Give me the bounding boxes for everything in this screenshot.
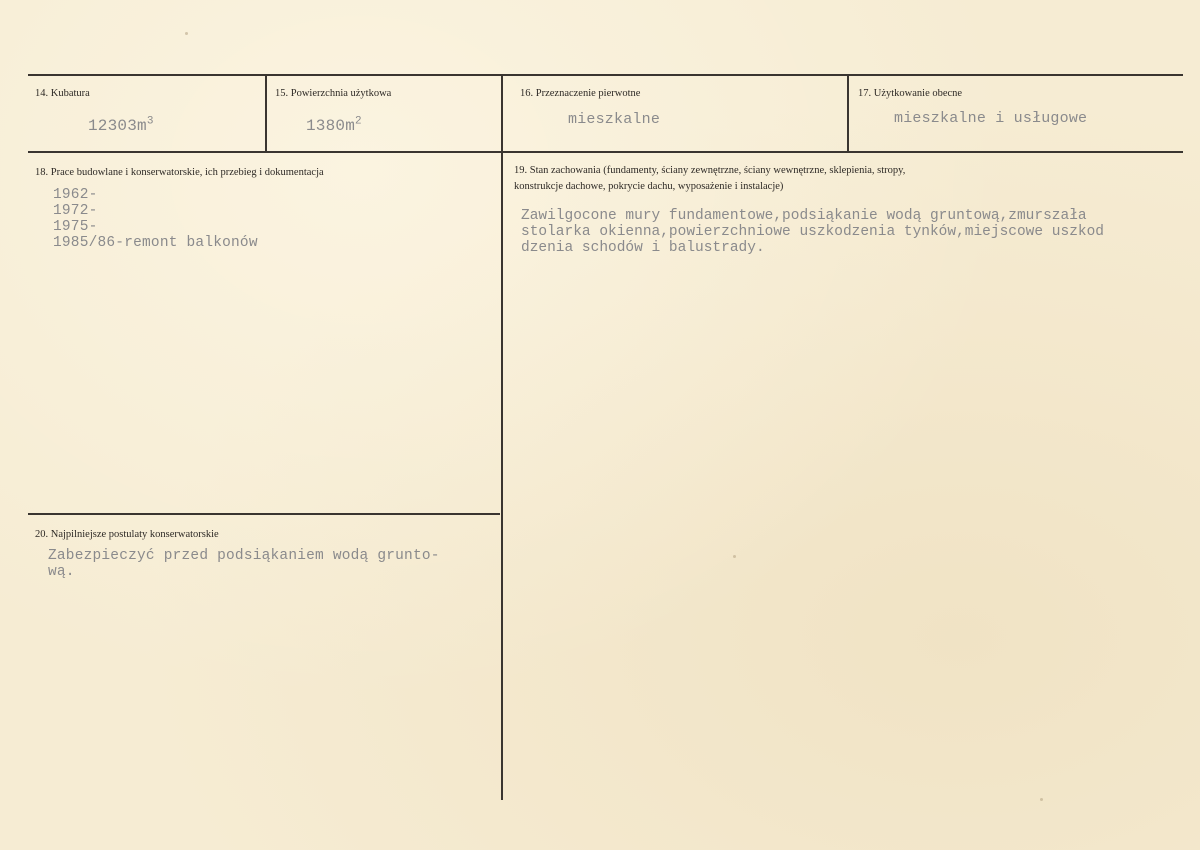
field-18-entry: 1985/86-remont balkonów — [53, 235, 258, 251]
field-17-label: 17. Użytkowanie obecne — [858, 88, 963, 99]
divider-15-16 — [501, 76, 503, 800]
field-20-line: Zabezpieczyć przed podsiąkaniem wodą grunto- — [48, 548, 440, 564]
paper-speck — [1040, 798, 1043, 801]
field-14-label: 14. Kubatura — [35, 88, 90, 99]
field-20-top-rule — [28, 513, 500, 515]
field-19-description — [521, 208, 1104, 256]
field-15-exponent: 2 — [355, 115, 362, 128]
field-20-label: 20. Najpilniejsze postulaty konserwatorskie — [35, 529, 219, 540]
field-18-entry: 1975- — [53, 219, 98, 235]
field-19-label-line-2: konstrukcje dachowe, pokrycie dachu, wyposażenie i instalacje) — [514, 181, 784, 192]
paper-speck — [185, 32, 188, 35]
field-20-postulates — [48, 548, 440, 580]
top-rule — [28, 74, 1183, 76]
field-15-label: 15. Powierzchnia użytkowa — [275, 88, 392, 99]
divider-16-17 — [847, 76, 849, 152]
field-19-line: stolarka okienna,powierzchniowe uszkodzenia tynków,miejscowe uszkod — [521, 224, 1104, 240]
field-14-value: $12303m^3$ — [88, 115, 154, 135]
field-18-entries — [53, 187, 258, 251]
field-17-value: mieszkalne i usługowe — [894, 110, 1088, 127]
field-19-line: Zawilgocone mury fundamentowe,podsiąkanie wodą gruntową,zmurszała — [521, 208, 1087, 224]
field-14-exponent: 3 — [146, 115, 154, 128]
field-15-value: $1380m^2$ — [306, 115, 362, 135]
field-19-label-line-1: 19. Stan zachowania (fundamenty, ściany zewnętrzne, ściany wewnętrzne, sklepienia, stropy, — [514, 165, 906, 176]
row1-bottom-rule — [28, 151, 1183, 153]
field-16-label: 16. Przeznaczenie pierwotne — [520, 88, 641, 99]
field-18-entry: 1972- — [53, 203, 98, 219]
field-16-value: mieszkalne — [568, 111, 661, 128]
paper-speck — [733, 555, 736, 558]
field-18-entry: 1962- — [53, 187, 98, 203]
field-20-line: wą. — [48, 564, 75, 580]
field-19-line: dzenia schodów i balustrady. — [521, 240, 765, 256]
field-18-label: 18. Prace budowlane i konserwatorskie, ich przebieg i dokumentacja — [35, 167, 324, 178]
divider-14-15 — [265, 76, 267, 152]
